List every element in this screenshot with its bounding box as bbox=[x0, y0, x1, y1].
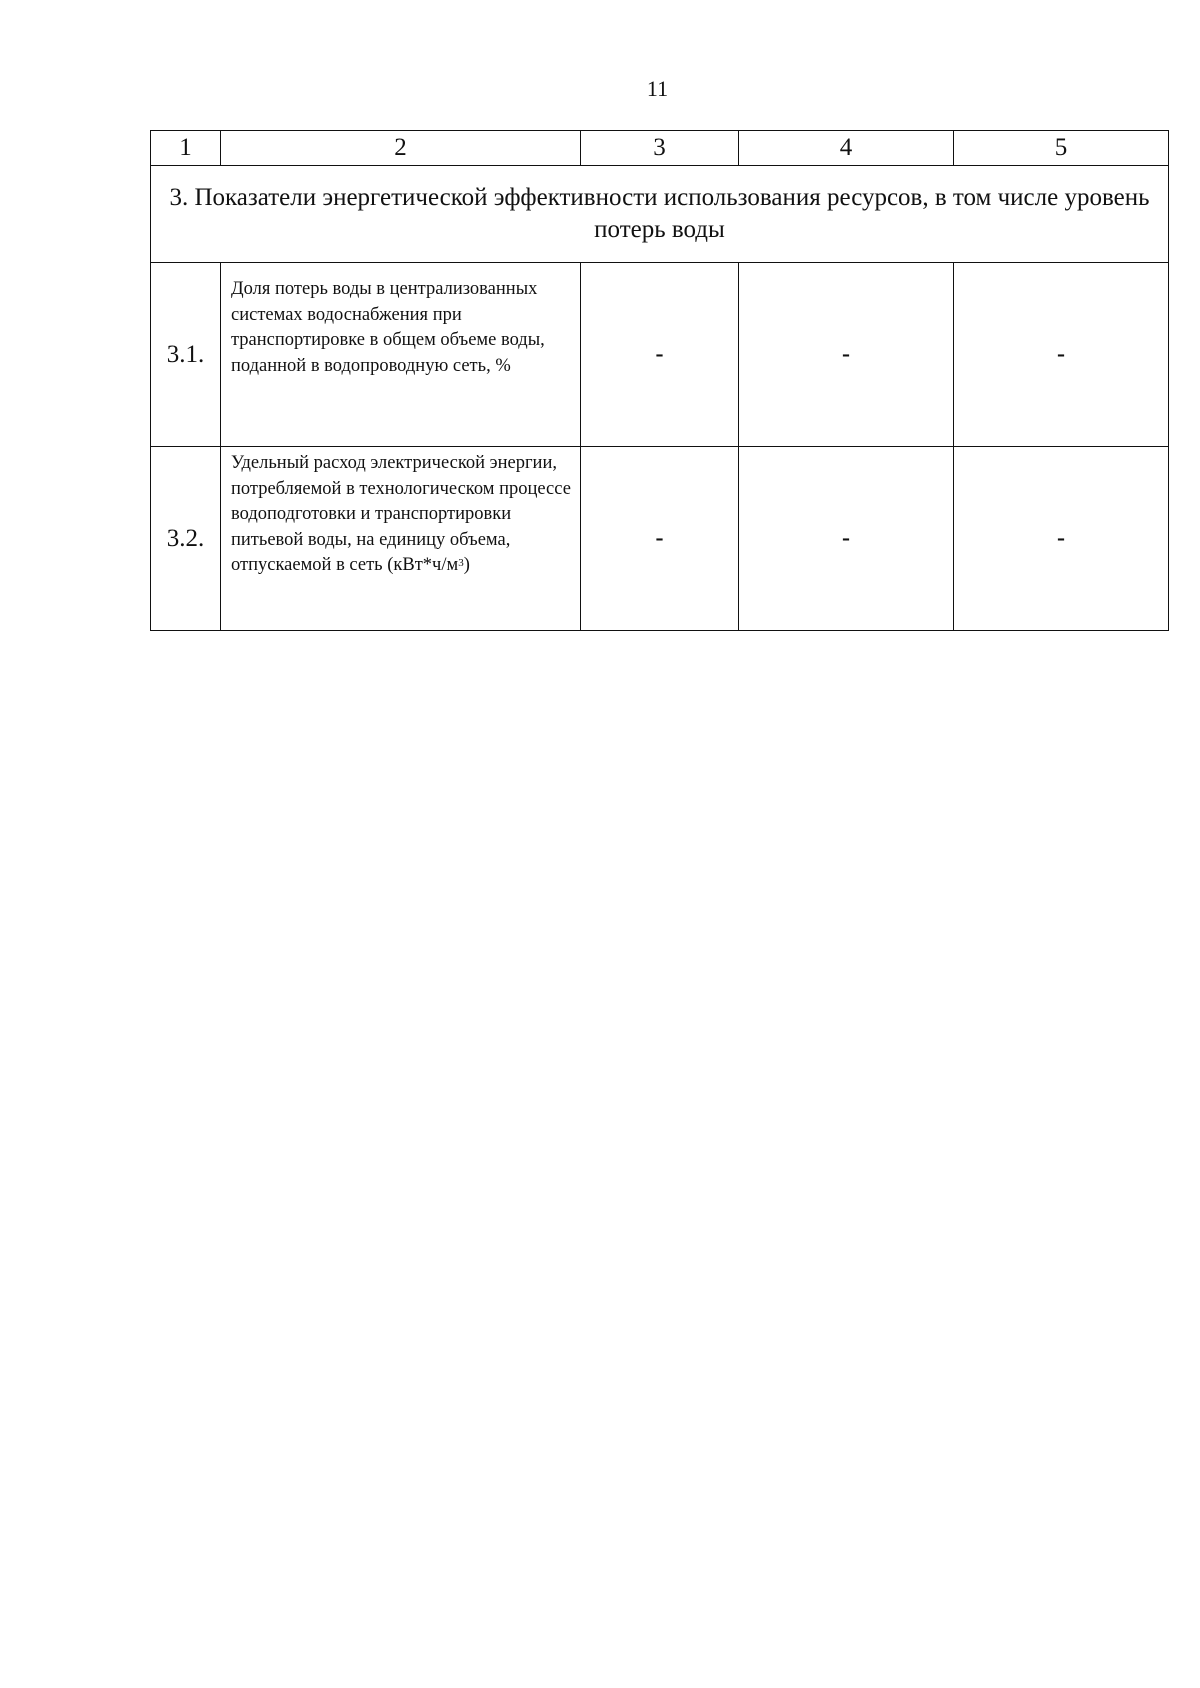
row-value: - bbox=[581, 263, 739, 447]
row-description-tail: ) bbox=[463, 555, 470, 575]
column-header-row bbox=[151, 131, 1169, 166]
table-row bbox=[151, 263, 1169, 447]
row-value: - bbox=[739, 263, 954, 447]
row-description bbox=[221, 447, 581, 631]
row-value: - bbox=[954, 263, 1169, 447]
column-header-1: 1 bbox=[151, 131, 221, 166]
column-header-3: 3 bbox=[581, 131, 739, 166]
table-row bbox=[151, 447, 1169, 631]
row-description: Доля потерь воды в централизованных системах водоснабжения при транспортировке в общем объеме воды, поданной в водопроводную сеть, % bbox=[221, 263, 581, 447]
row-description-text: Удельный расход электрической энергии, потребляемой в технологическом процессе водоподготовки и транспортировки питьевой воды, на единицу объема, отпускаемой в сеть (кВт*ч/м bbox=[231, 453, 571, 575]
row-number: 3.1. bbox=[151, 263, 221, 447]
column-header-2: 2 bbox=[221, 131, 581, 166]
section-row bbox=[151, 166, 1169, 263]
row-number: 3.2. bbox=[151, 447, 221, 631]
indicators-table bbox=[150, 130, 1169, 631]
row-value: - bbox=[581, 447, 739, 631]
row-value: - bbox=[739, 447, 954, 631]
column-header-4: 4 bbox=[739, 131, 954, 166]
section-title: 3. Показатели энергетической эффективности использования ресурсов, в том числе уровень потерь воды bbox=[151, 166, 1169, 263]
unit-superscript: 3 bbox=[458, 557, 464, 569]
column-header-5: 5 bbox=[954, 131, 1169, 166]
row-value: - bbox=[954, 447, 1169, 631]
page-number: 11 bbox=[646, 76, 669, 101]
